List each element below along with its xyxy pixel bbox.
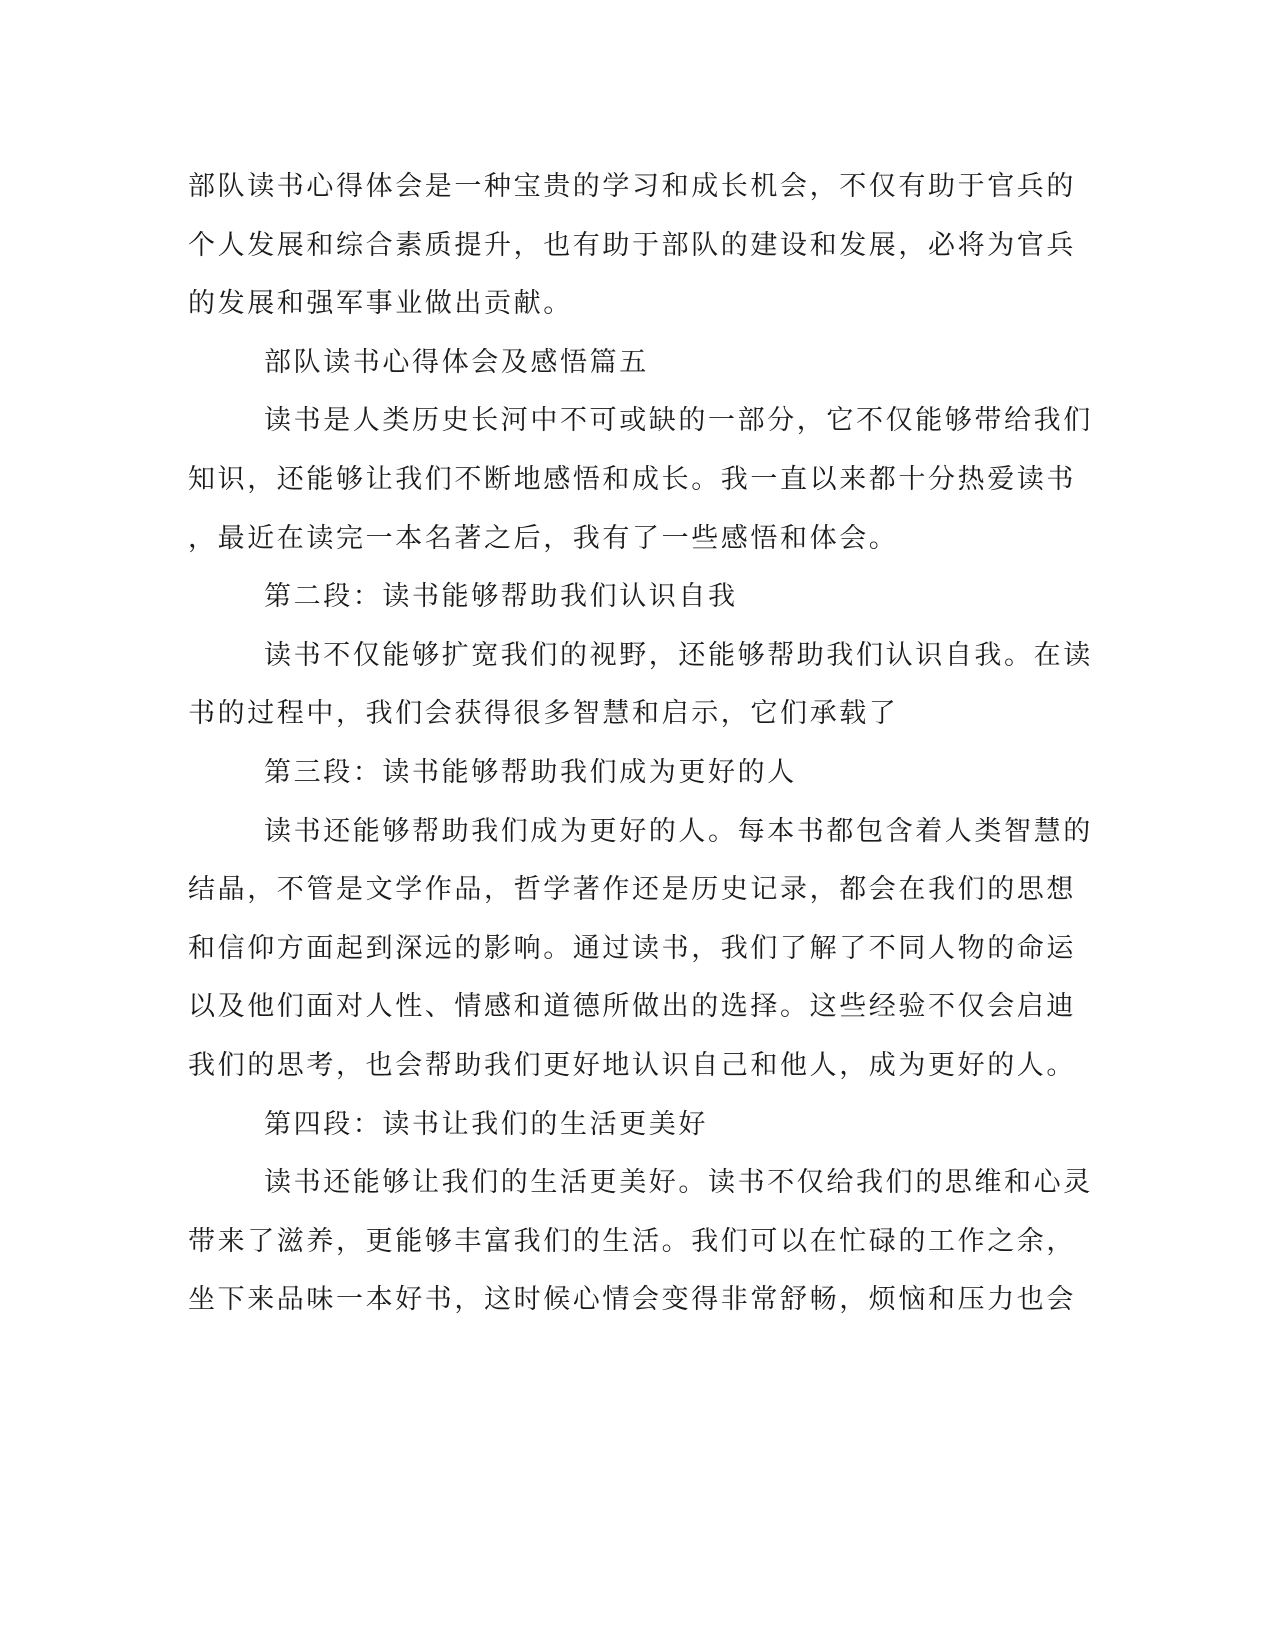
section-heading-paragraph-two: 第二段：读书能够帮助我们认识自我 xyxy=(264,581,738,613)
text-line-9: 读书不仅能够扩宽我们的视野，还能够帮助我们认识自我。在读 xyxy=(264,639,1093,671)
section-heading-part-five: 部队读书心得体会及感悟篇五 xyxy=(264,346,649,378)
text-line-20: 坐下来品味一本好书，这时候心情会变得非常舒畅，烦恼和压力也会 xyxy=(188,1284,1076,1316)
text-line-10: 书的过程中，我们会获得很多智慧和启示，它们承载了 xyxy=(188,698,899,730)
text-line-12: 读书还能够帮助我们成为更好的人。每本书都包含着人类智慧的 xyxy=(264,815,1093,847)
section-heading-paragraph-three: 第三段：读书能够帮助我们成为更好的人 xyxy=(264,756,797,788)
text-line-13: 结晶，不管是文学作品，哲学著作还是历史记录，都会在我们的思想 xyxy=(188,874,1076,906)
text-line-18: 读书还能够让我们的生活更美好。读书不仅给我们的思维和心灵 xyxy=(264,1167,1093,1199)
text-line-2: 个人发展和综合素质提升，也有助于部队的建设和发展，必将为官兵 xyxy=(188,229,1076,261)
text-line-19: 带来了滋养，更能够丰富我们的生活。我们可以在忙碌的工作之余， xyxy=(188,1225,1076,1257)
text-line-15: 以及他们面对人性、情感和道德所做出的选择。这些经验不仅会启迪 xyxy=(188,991,1076,1023)
document-body xyxy=(188,158,1093,1330)
text-line-6: 知识，还能够让我们不断地感悟和成长。我一直以来都十分热爱读书 xyxy=(188,463,1076,495)
text-line-7: ，最近在读完一本名著之后，我有了一些感悟和体会。 xyxy=(188,522,899,554)
section-heading-paragraph-four: 第四段：读书让我们的生活更美好 xyxy=(264,1108,708,1140)
text-line-5: 读书是人类历史长河中不可或缺的一部分，它不仅能够带给我们 xyxy=(264,405,1093,437)
text-line-14: 和信仰方面起到深远的影响。通过读书，我们了解了不同人物的命运 xyxy=(188,932,1076,964)
text-line-1: 部队读书心得体会是一种宝贵的学习和成长机会，不仅有助于官兵的 xyxy=(188,171,1076,202)
text-line-3: 的发展和强军事业做出贡献。 xyxy=(188,288,573,320)
text-line-16: 我们的思考，也会帮助我们更好地认识自己和他人，成为更好的人。 xyxy=(188,1049,1076,1081)
